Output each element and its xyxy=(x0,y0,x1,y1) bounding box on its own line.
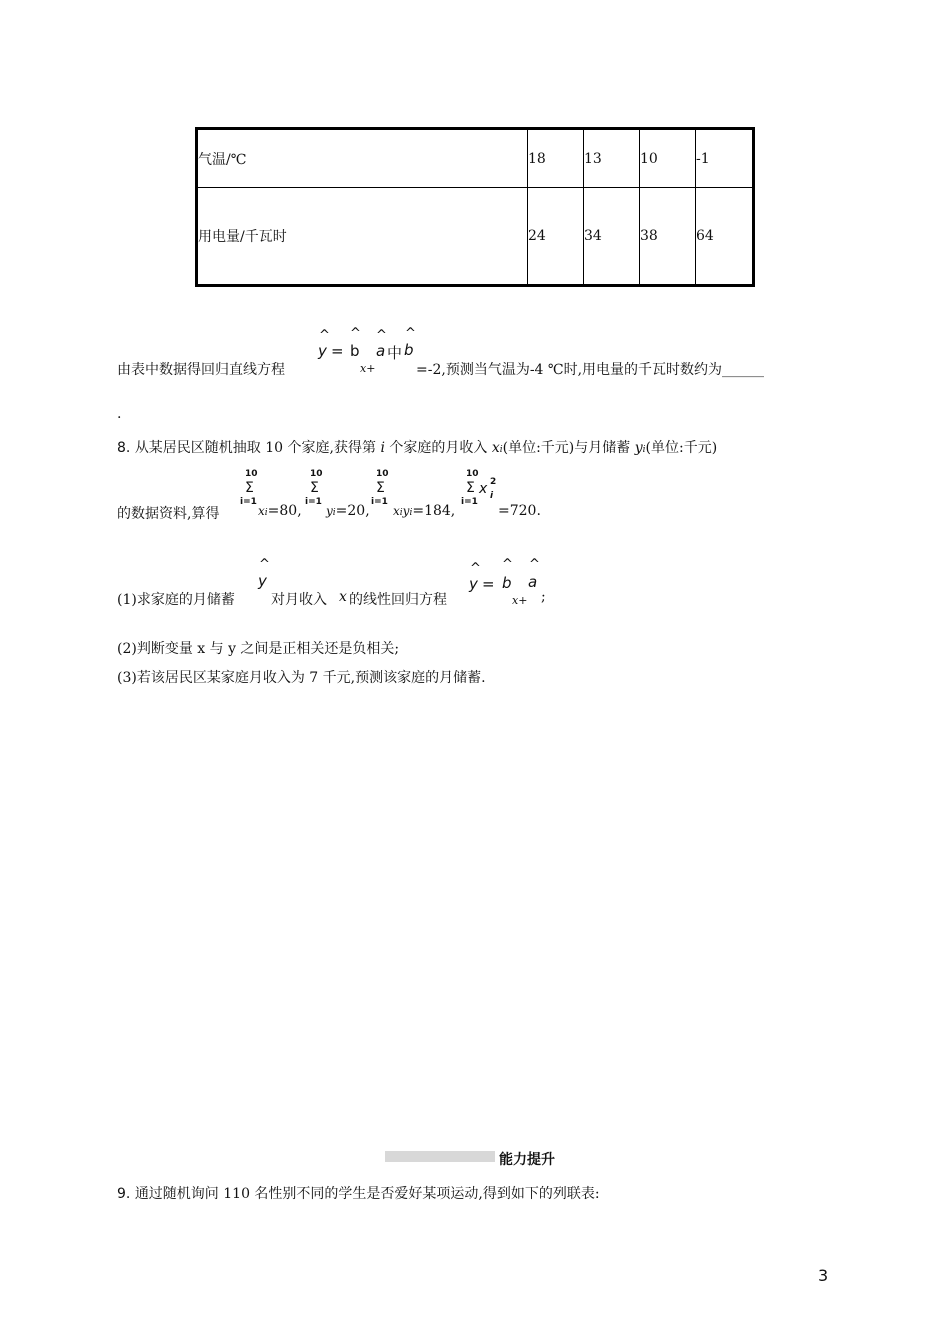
q8-text: (单位:千元)与月储蓄 xyxy=(502,440,631,456)
q8-part-1-end: ; xyxy=(541,589,546,605)
q8-part-1-text: 对月收入 xyxy=(271,592,327,608)
subscript-i: i xyxy=(399,508,403,518)
hat-mark: ^ xyxy=(405,326,416,341)
sum-symbol: Σ xyxy=(466,480,475,496)
sum-upper-limit: 10 xyxy=(245,469,258,479)
table-row xyxy=(198,188,752,284)
sum-upper-limit: 10 xyxy=(376,469,389,479)
var-i: i xyxy=(380,440,385,456)
q9-text: 通过随机询问 110 名性别不同的学生是否爱好某项运动,得到如下的列联表: xyxy=(134,1186,600,1202)
sum-term-1 xyxy=(258,503,302,519)
sum-value: =184, xyxy=(412,503,456,519)
section-heading-bar xyxy=(385,1151,495,1162)
q7-text-before: 由表中数据得回归直线方程 xyxy=(117,362,285,378)
var-y-hat: y xyxy=(258,572,267,590)
q7-trailing-period: . xyxy=(117,406,122,422)
formula-a: a xyxy=(376,342,386,360)
sum-symbol: Σ xyxy=(310,480,319,496)
table-cell: 34 xyxy=(583,188,640,284)
sum-symbol: Σ xyxy=(376,480,385,496)
page-number: 3 xyxy=(818,1266,829,1285)
hat-mark: ^ xyxy=(259,557,270,572)
hat-mark: ^ xyxy=(319,328,330,343)
formula-a: a xyxy=(528,573,538,591)
hat-mark: ^ xyxy=(350,326,361,341)
var-x: x xyxy=(491,440,500,456)
subscript-i: i xyxy=(490,491,494,501)
var-y: y xyxy=(634,440,643,456)
subscript-i: i xyxy=(264,508,268,518)
table-cell: 24 xyxy=(527,188,584,284)
var-y: y xyxy=(402,504,410,518)
q8-text: (单位:千元) xyxy=(645,440,718,456)
table-cell: 38 xyxy=(639,188,696,284)
var-y: y xyxy=(326,504,333,518)
q7-text-after: =-2,预测当气温为-4 ℃时,用电量的千瓦时数约为______ xyxy=(416,362,765,378)
table-cell: -1 xyxy=(695,130,755,187)
subscript-i: i xyxy=(642,445,646,455)
question-number: 9. xyxy=(117,1186,131,1202)
hat-mark: ^ xyxy=(376,328,387,343)
formula-equals: = xyxy=(331,342,344,360)
sum-lower-limit: i=1 xyxy=(305,497,322,507)
superscript-2: 2 xyxy=(490,477,497,487)
sum-value: =720. xyxy=(498,503,541,519)
sum-symbol: Σ xyxy=(245,480,254,496)
table-cell: 18 xyxy=(527,130,584,187)
subscript-i: i xyxy=(332,508,336,518)
question-9 xyxy=(117,1183,600,1203)
sum-upper-limit: 10 xyxy=(310,469,323,479)
formula-y: y xyxy=(318,342,327,360)
var-x: x xyxy=(339,589,347,605)
var-x: x xyxy=(258,504,265,518)
formula-x-plus: x+ xyxy=(360,362,376,375)
q8-part-1-text: 的线性回归方程 xyxy=(349,592,447,608)
question-number: 8. xyxy=(117,440,131,456)
hat-mark: ^ xyxy=(502,557,513,572)
subscript-i: i xyxy=(409,508,413,518)
table-row-label: 用电量/千瓦时 xyxy=(198,229,287,245)
q8-part-2: (2)判断变量 x 与 y 之间是正相关还是负相关; xyxy=(117,641,400,657)
q8-text: 从某居民区随机抽取 10 个家庭,获得第 xyxy=(134,440,376,456)
table-row xyxy=(198,130,752,188)
table-cell: 13 xyxy=(583,130,640,187)
sum-value: =20, xyxy=(335,503,370,519)
sum-term-2 xyxy=(326,503,370,519)
table-row-label: 气温/℃ xyxy=(198,151,247,168)
formula-x-plus: x+ xyxy=(512,594,528,607)
sum-value: =80, xyxy=(267,503,302,519)
sum-lower-limit: i=1 xyxy=(461,497,478,507)
q8-part-1-text: (1)求家庭的月储蓄 xyxy=(117,592,235,608)
x-squared: x xyxy=(479,481,488,497)
zhong-char: 中 xyxy=(387,344,403,362)
section-heading: 能力提升 xyxy=(499,1152,555,1168)
q8-text: 的数据资料,算得 xyxy=(117,506,220,522)
sum-upper-limit: 10 xyxy=(466,469,479,479)
sum-lower-limit: i=1 xyxy=(240,497,257,507)
var-x: x xyxy=(393,504,400,518)
hat-mark: ^ xyxy=(470,561,481,576)
data-table xyxy=(195,127,755,287)
sum-term-3 xyxy=(393,503,455,519)
formula-b: b xyxy=(502,574,512,592)
q8-text: 个家庭的月收入 xyxy=(389,440,488,456)
formula-equals: = xyxy=(482,575,495,593)
table-cell: 64 xyxy=(695,188,755,284)
table-cell: 10 xyxy=(639,130,696,187)
hat-mark: ^ xyxy=(529,557,540,572)
q8-line-1 xyxy=(117,437,717,457)
sum-lower-limit: i=1 xyxy=(371,497,388,507)
formula-y: y xyxy=(469,575,478,593)
formula-b2: b xyxy=(404,341,414,359)
formula-b: b xyxy=(350,342,360,360)
subscript-i: i xyxy=(499,445,503,455)
q8-part-3: (3)若该居民区某家庭月收入为 7 千元,预测该家庭的月储蓄. xyxy=(117,670,486,686)
